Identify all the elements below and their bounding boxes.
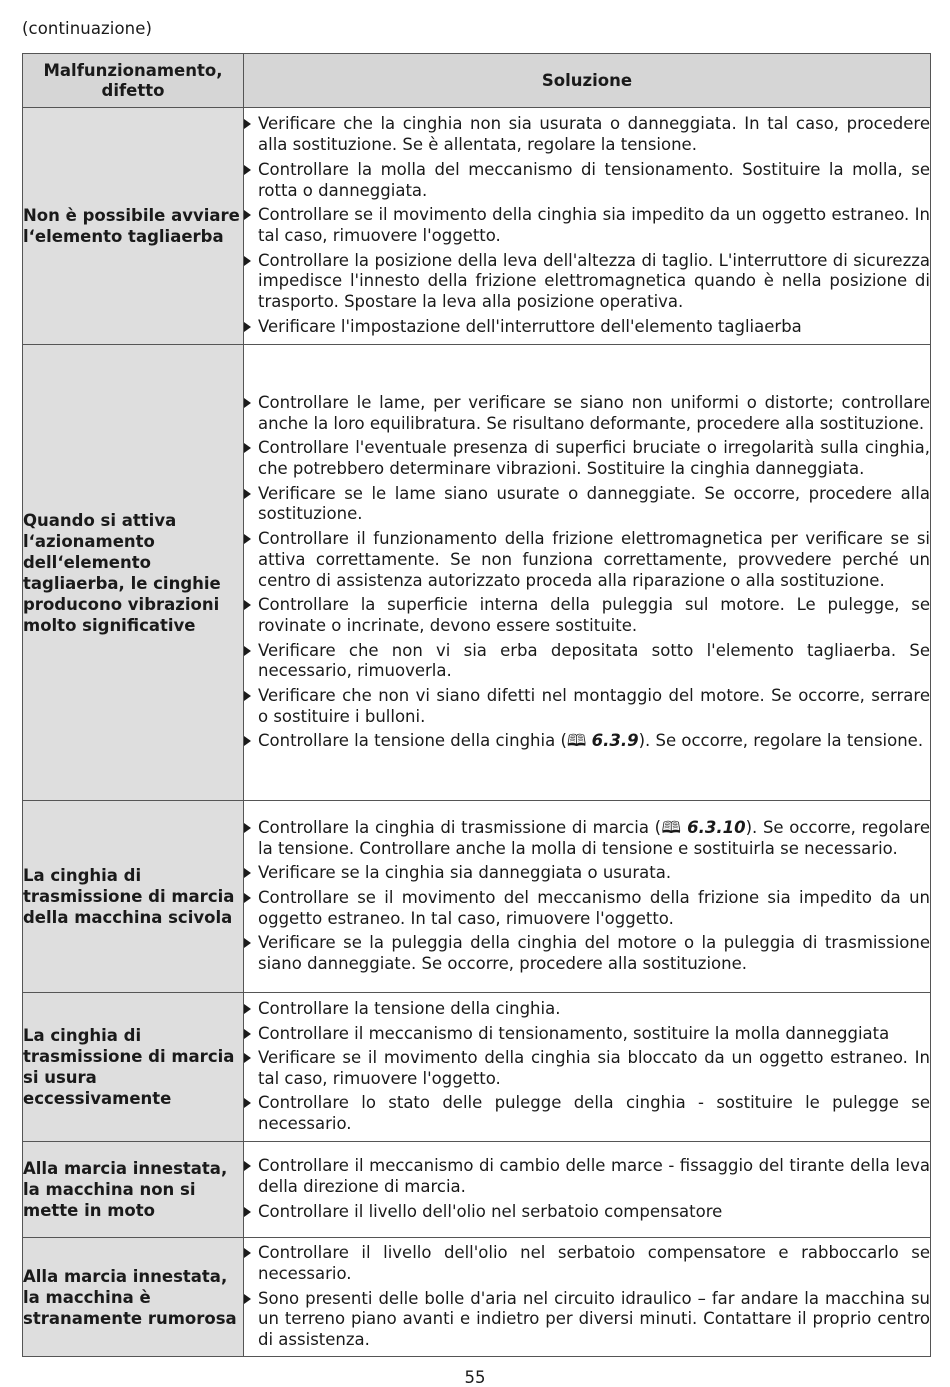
- solution-text: Verificare se le lame siano usurate o danneggiate. Se occorre, procedere alla sostituzione.: [258, 483, 930, 524]
- solution-cell: [244, 801, 931, 993]
- solution-text: Controllare se il movimento della cinghia sia impedito da un oggetto estraneo. In tal caso, rimuovere l'oggetto.: [258, 205, 930, 245]
- solution-item: [244, 888, 930, 930]
- bullet-triangle-icon: [244, 1053, 251, 1063]
- solution-item: [244, 484, 930, 526]
- bullet-triangle-icon: [244, 534, 251, 544]
- table-row: [23, 1238, 931, 1357]
- solution-item: [244, 933, 930, 975]
- header-malfunction: Malfunzionamento, difetto: [23, 54, 244, 108]
- table-row: [23, 1142, 931, 1238]
- solution-text: Controllare lo stato delle pulegge della cinghia - sostituire le pulegge se necessario.: [258, 1093, 930, 1134]
- bullet-triangle-icon: [244, 1207, 251, 1217]
- solution-list: [244, 818, 930, 975]
- table-row: [23, 345, 931, 801]
- solution-item: [244, 1202, 930, 1223]
- bullet-triangle-icon: [244, 443, 251, 453]
- solution-text: ). Se occorre, regolare la tensione.: [638, 731, 924, 751]
- solution-list: [244, 1156, 930, 1222]
- malfunction-cell: La cinghia di trasmissione di marcia della macchina scivola: [23, 801, 244, 993]
- solution-text: ). Se occorre, regolare la tensione. Controllare anche la molla di tensione e sostituirla se necessario.: [258, 818, 930, 858]
- solution-item: [244, 114, 930, 156]
- solution-text: Controllare la superficie interna della puleggia sul motore. Le pulegge, se rovinate o incrinate, devono essere sostituite.: [258, 595, 930, 635]
- solution-item: [244, 818, 930, 860]
- table-header-row: [23, 54, 931, 108]
- solution-text: Controllare il funzionamento della frizione elettromagnetica per verificare se si attiva correttamente. Se non funziona correttamente, provvedere perché un centro di assistenza autorizzato proceda alla riparazione o alla sostituzione.: [258, 529, 930, 590]
- solution-item: [244, 1289, 930, 1351]
- solution-cell: [244, 993, 931, 1142]
- solution-cell: [244, 108, 931, 345]
- solution-item: [244, 863, 930, 884]
- solution-text: Verificare che non vi siano difetti nel montaggio del motore. Se occorre, serrare o sostituire i bulloni.: [258, 685, 930, 726]
- solution-text: Verificare che la cinghia non sia usurata o danneggiata. In tal caso, procedere alla sostituzione. Se è allentata, regolare la tensione.: [258, 114, 930, 155]
- solution-item: [244, 205, 930, 247]
- solution-text: Verificare che non vi sia erba depositata sotto l'elemento tagliaerba. Se necessario, rimuoverla.: [258, 640, 930, 681]
- bullet-triangle-icon: [244, 823, 251, 833]
- bullet-triangle-icon: [244, 165, 251, 175]
- solution-text: Verificare se la puleggia della cinghia del motore o la puleggia di trasmissione siano danneggiate. Se occorre, procedere alla sostituzione.: [258, 933, 930, 974]
- bullet-triangle-icon: [244, 210, 251, 220]
- solution-text: Controllare la cinghia di trasmissione di marcia (: [258, 818, 662, 838]
- section-reference: 6.3.9: [591, 731, 639, 751]
- solution-item: [244, 1024, 930, 1045]
- malfunction-cell: Alla marcia innestata, la macchina è stranamente rumorosa: [23, 1238, 244, 1357]
- bullet-triangle-icon: [244, 1029, 251, 1039]
- bullet-triangle-icon: [244, 256, 251, 266]
- bullet-triangle-icon: [244, 736, 251, 746]
- solution-text: Controllare il meccanismo di tensionamento, sostituire la molla danneggiata: [258, 1023, 890, 1043]
- solution-text: Verificare se il movimento della cinghia sia bloccato da un oggetto estraneo. In tal caso, rimuovere l'oggetto.: [258, 1048, 930, 1088]
- bullet-triangle-icon: [244, 691, 251, 701]
- solution-text: Controllare il livello dell'olio nel serbatoio compensatore e rabboccarlo se necessario.: [258, 1243, 930, 1283]
- solution-text: Sono presenti delle bolle d'aria nel circuito idraulico – far andare la macchina su un terreno piano avanti e indietro per diversi minuti. Contattare il proprio centro di assistenza.: [258, 1288, 930, 1350]
- solution-item: [244, 160, 930, 202]
- book-icon: 🕮: [566, 731, 587, 751]
- solution-item: [244, 1048, 930, 1090]
- table-row: [23, 108, 931, 345]
- continuation-note: (continuazione): [22, 19, 153, 38]
- solution-item: [244, 251, 930, 313]
- solution-text: Controllare le lame, per verificare se siano non uniformi o distorte; controllare anche la loro equilibratura. Se risultano deformante, procedere alla sostituzione.: [258, 392, 930, 433]
- bullet-triangle-icon: [244, 1294, 251, 1304]
- header-solution: Soluzione: [244, 54, 931, 108]
- solution-list: [244, 114, 930, 337]
- malfunction-cell: Non è possibile avviare l‘elemento tagliaerba: [23, 108, 244, 345]
- solution-item: [244, 1156, 930, 1198]
- solution-text: Controllare il livello dell'olio nel serbatoio compensatore: [258, 1201, 723, 1221]
- solution-item: [244, 595, 930, 637]
- bullet-triangle-icon: [244, 1098, 251, 1108]
- solution-item: [244, 529, 930, 591]
- bullet-triangle-icon: [244, 322, 251, 332]
- solution-item: [244, 731, 930, 752]
- section-reference: 6.3.10: [687, 818, 746, 838]
- solution-text: Controllare il meccanismo di cambio delle marce - fissaggio del tirante della leva della direzione di marcia.: [258, 1156, 930, 1197]
- troubleshooting-table: [22, 53, 931, 1357]
- bullet-triangle-icon: [244, 893, 251, 903]
- malfunction-cell: Quando si attiva l‘azionamento dell‘elemento tagliaerba, le cinghie producono vibrazioni molto significative: [23, 345, 244, 801]
- solution-list: [244, 393, 930, 752]
- book-icon: 🕮: [661, 818, 682, 838]
- solution-text: Controllare se il movimento del meccanismo della frizione sia impedito da un oggetto estraneo. In tal caso, rimuovere l'oggetto.: [258, 888, 930, 928]
- solution-item: [244, 1243, 930, 1285]
- bullet-triangle-icon: [244, 600, 251, 610]
- solution-item: [244, 641, 930, 683]
- bullet-triangle-icon: [244, 646, 251, 656]
- solution-text: Controllare la posizione della leva dell'altezza di taglio. L'interruttore di sicurezza impedisce l'innesto della frizione elettromagnetica quando è nella posizione di trasporto. Spostare la leva alla posizione operativa.: [258, 250, 930, 312]
- table-row: [23, 993, 931, 1142]
- bullet-triangle-icon: [244, 1161, 251, 1171]
- solution-list: [244, 999, 930, 1135]
- solution-text: Controllare la molla del meccanismo di tensionamento. Sostituire la molla, se rotta o danneggiata.: [258, 159, 930, 200]
- malfunction-cell: La cinghia di trasmissione di marcia si usura eccessivamente: [23, 993, 244, 1142]
- page-number: 55: [464, 1368, 486, 1387]
- bullet-triangle-icon: [244, 489, 251, 499]
- bullet-triangle-icon: [244, 1004, 251, 1014]
- solution-item: [244, 317, 930, 338]
- solution-list: [244, 1243, 930, 1351]
- solution-item: [244, 999, 930, 1020]
- bullet-triangle-icon: [244, 868, 251, 878]
- bullet-triangle-icon: [244, 1248, 251, 1258]
- solution-cell: [244, 345, 931, 801]
- solution-item: [244, 438, 930, 480]
- bullet-triangle-icon: [244, 398, 251, 408]
- solution-text: Controllare la tensione della cinghia (: [258, 731, 567, 751]
- solution-text: Verificare l'impostazione dell'interruttore dell'elemento tagliaerba: [258, 316, 802, 336]
- bullet-triangle-icon: [244, 119, 251, 129]
- solution-item: [244, 1093, 930, 1135]
- solution-text: Verificare se la cinghia sia danneggiata o usurata.: [258, 863, 672, 883]
- solution-cell: [244, 1238, 931, 1357]
- table-row: [23, 801, 931, 993]
- malfunction-cell: Alla marcia innestata, la macchina non si mette in moto: [23, 1142, 244, 1238]
- solution-text: Controllare la tensione della cinghia.: [258, 998, 561, 1018]
- solution-item: [244, 393, 930, 435]
- solution-text: Controllare l'eventuale presenza di superfici bruciate o irregolarità sulla cinghia, che potrebbero determinare vibrazioni. Sostituire la cinghia danneggiata.: [258, 438, 930, 479]
- solution-cell: [244, 1142, 931, 1238]
- solution-item: [244, 686, 930, 728]
- bullet-triangle-icon: [244, 938, 251, 948]
